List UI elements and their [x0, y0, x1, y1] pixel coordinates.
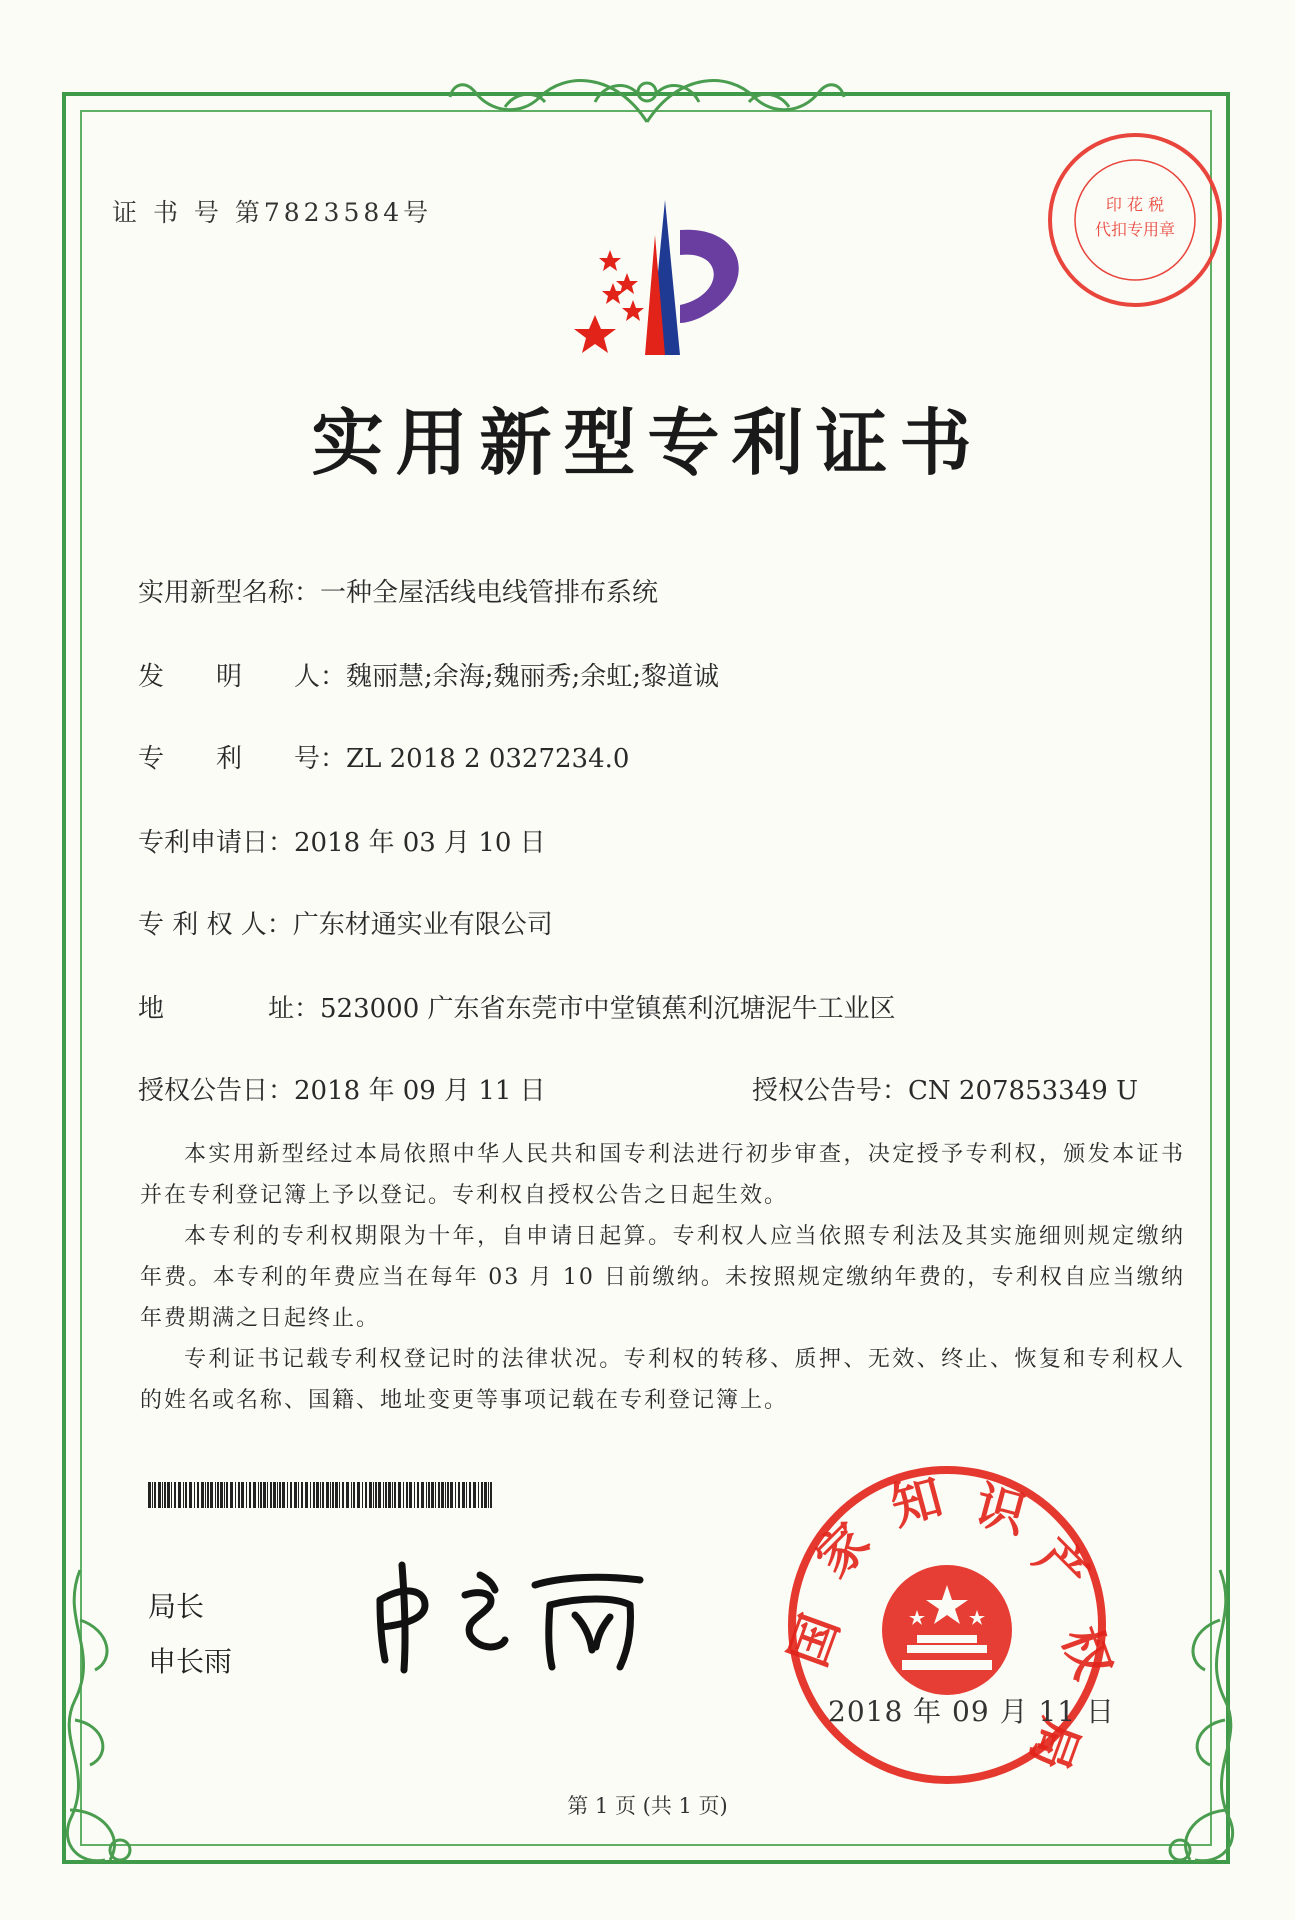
certificate-title: 实用新型专利证书 — [311, 400, 984, 485]
application-date-label: 专利申请日： — [138, 828, 295, 858]
barcode-bar — [426, 1482, 427, 1508]
barcode-bar — [260, 1482, 262, 1508]
barcode-bar — [409, 1482, 412, 1508]
barcode-bar — [462, 1482, 465, 1508]
barcode-bar — [316, 1482, 319, 1508]
barcode-bar — [217, 1482, 219, 1508]
barcode-bar — [353, 1482, 355, 1508]
barcode-bar — [154, 1482, 156, 1508]
application-date-row — [138, 822, 546, 859]
barcode-bar — [458, 1482, 460, 1508]
barcode-bar — [428, 1482, 430, 1508]
barcode-bar — [438, 1482, 440, 1508]
svg-text:产: 产 — [1023, 1527, 1100, 1604]
barcode-bar — [210, 1482, 213, 1508]
barcode-bar — [220, 1482, 223, 1508]
barcode-bar — [398, 1482, 401, 1508]
svg-text:识: 识 — [968, 1475, 1033, 1545]
barcode-bar — [298, 1482, 299, 1508]
barcode-bar — [450, 1482, 453, 1508]
barcode-bar — [178, 1482, 181, 1508]
barcode-bar — [249, 1482, 251, 1508]
svg-text:印 花 税: 印 花 税 — [1105, 195, 1165, 214]
address-label: 地 址： — [138, 994, 321, 1024]
barcode-bar — [294, 1482, 297, 1508]
barcode-bar — [378, 1482, 381, 1508]
barcode-bar — [394, 1482, 396, 1508]
patentee-value: 广东材通实业有限公司 — [292, 910, 553, 940]
barcode-bar — [310, 1482, 311, 1508]
barcode-bar — [403, 1482, 404, 1508]
utility-model-name-label: 实用新型名称： — [138, 578, 321, 608]
barcode-bar — [342, 1482, 344, 1508]
barcode-bar — [277, 1482, 278, 1508]
barcode-bar — [305, 1482, 308, 1508]
barcode-bar — [365, 1482, 367, 1508]
barcode-bar — [273, 1482, 276, 1508]
barcode-bar — [441, 1482, 444, 1508]
barcode-bar — [279, 1482, 281, 1508]
barcode-bar — [301, 1482, 303, 1508]
page-footer: 第 1 页 (共 1 页) — [567, 1794, 728, 1818]
svg-text:局: 局 — [1018, 1710, 1091, 1778]
barcode-bar — [215, 1482, 216, 1508]
barcode-bar — [362, 1482, 363, 1508]
barcode-bar — [383, 1482, 384, 1508]
grant-date-value: 2018 年 09 月 11 日 — [294, 1076, 546, 1106]
barcode-bar — [330, 1482, 331, 1508]
utility-model-name-value: 一种全屋活线电线管排布系统 — [320, 578, 659, 608]
barcode-bar — [207, 1482, 209, 1508]
barcode-bar — [164, 1482, 166, 1508]
barcode-bar — [162, 1482, 163, 1508]
barcode-bar — [357, 1482, 360, 1508]
certificate-number: 证 书 号 第7823584号 — [112, 198, 433, 227]
tax-stamp-seal — [1040, 125, 1230, 315]
paragraph-grant: 本实用新型经过本局依照中华人民共和国专利法进行初步审查，决定授予专利权，颁发本证书并在专利登记簿上予以登记。专利权自授权公告之日起生效。 — [140, 1142, 1185, 1208]
patent-office-emblem-icon — [555, 195, 775, 365]
grant-date-label: 授权公告日： — [138, 1076, 295, 1106]
barcode-bar — [267, 1482, 268, 1508]
barcode-bar — [484, 1482, 487, 1508]
barcode-bar — [148, 1482, 151, 1508]
svg-text:家: 家 — [804, 1512, 881, 1589]
barcode-bar — [369, 1482, 372, 1508]
patent-number-label: 专 利 号： — [138, 744, 347, 774]
barcode-bar — [488, 1482, 489, 1508]
barcode-bar — [373, 1482, 374, 1508]
barcode-bar — [287, 1482, 288, 1508]
barcode-bar — [435, 1482, 436, 1508]
barcode-bar — [385, 1482, 387, 1508]
barcode-bar — [189, 1482, 192, 1508]
barcode-bar — [447, 1482, 449, 1508]
barcode-bar — [346, 1482, 349, 1508]
svg-text:权: 权 — [1050, 1619, 1123, 1687]
barcode-bar — [253, 1482, 256, 1508]
grant-number-label: 授权公告号： — [752, 1076, 909, 1106]
barcode-bar — [431, 1482, 434, 1508]
barcode-bar — [235, 1482, 236, 1508]
barcode-bar — [481, 1482, 483, 1508]
barcode-bar — [241, 1482, 244, 1508]
cnipa-official-seal — [778, 1460, 1123, 1790]
barcode-bar — [158, 1482, 161, 1508]
grant-number-row — [752, 1070, 1138, 1107]
barcode-bar — [185, 1482, 187, 1508]
barcode-bar — [246, 1482, 247, 1508]
director-name: 申长雨 — [148, 1645, 233, 1678]
barcode-bar — [335, 1482, 338, 1508]
right-corner-ornament — [1140, 1560, 1260, 1880]
seal-date: 2018 年 09 月 11 日 — [828, 1695, 1116, 1728]
barcode-bar — [320, 1482, 321, 1508]
barcode-bar — [183, 1482, 184, 1508]
barcode-bar — [417, 1482, 419, 1508]
barcode-bar — [332, 1482, 334, 1508]
grant-number-value: CN 207853349 U — [908, 1076, 1138, 1106]
barcode-bar — [152, 1482, 153, 1508]
barcode-bar — [326, 1482, 329, 1508]
svg-text:知: 知 — [885, 1467, 949, 1537]
barcode-bar — [392, 1482, 393, 1508]
left-corner-ornament — [40, 1560, 160, 1880]
paragraph-term: 本专利的专利权期限为十年，自申请日起算。专利权人应当依照专利法及其实施细则规定缴纳年费。本专利的年费应当在每年 03 月 10 日前缴纳。未按照规定缴纳年费的，专利权自应当缴纳年费期满之日起终止。 — [140, 1224, 1185, 1331]
barcode-bar — [226, 1482, 228, 1508]
barcode-bar — [469, 1482, 471, 1508]
barcode-bar — [224, 1482, 225, 1508]
barcode-bar — [263, 1482, 266, 1508]
patent-number-value: ZL 2018 2 0327234.0 — [346, 744, 630, 774]
barcode-bar — [194, 1482, 195, 1508]
barcode-bar — [201, 1482, 204, 1508]
barcode-bar — [466, 1482, 467, 1508]
barcode-bar — [270, 1482, 272, 1508]
barcode-bar — [473, 1482, 476, 1508]
barcode-bar — [351, 1482, 352, 1508]
barcode-bar — [171, 1482, 172, 1508]
barcode-bar — [205, 1482, 206, 1508]
barcode-bar — [197, 1482, 199, 1508]
director-signature — [370, 1555, 670, 1675]
barcode-bar — [339, 1482, 340, 1508]
barcode-bar — [313, 1482, 315, 1508]
svg-text:国: 国 — [778, 1607, 851, 1675]
inventor-row — [138, 656, 719, 693]
patent-number-row — [138, 738, 629, 775]
barcode-bar — [375, 1482, 377, 1508]
barcode — [148, 1482, 493, 1508]
barcode-bar — [290, 1482, 292, 1508]
barcode-bar — [388, 1482, 391, 1508]
grant-date-row — [138, 1070, 546, 1107]
barcode-bar — [167, 1482, 170, 1508]
barcode-bar — [282, 1482, 285, 1508]
utility-model-name-row — [138, 572, 658, 609]
inventor-value: 魏丽慧;余海;魏丽秀;余虹;黎道诚 — [346, 662, 720, 692]
barcode-bar — [478, 1482, 479, 1508]
certificate-body — [140, 1134, 1185, 1421]
barcode-bar — [238, 1482, 240, 1508]
barcode-bar — [490, 1482, 492, 1508]
barcode-bar — [322, 1482, 324, 1508]
barcode-bar — [421, 1482, 424, 1508]
director-title: 局长 — [148, 1590, 205, 1623]
barcode-bar — [406, 1482, 408, 1508]
address-value: 523000 广东省东莞市中堂镇蕉利沉塘泥牛工业区 — [320, 994, 896, 1024]
address-row — [138, 988, 896, 1025]
barcode-bar — [455, 1482, 456, 1508]
barcode-bar — [258, 1482, 259, 1508]
svg-text:代扣专用章: 代扣专用章 — [1094, 220, 1176, 239]
inventor-label: 发 明 人： — [138, 662, 347, 692]
barcode-bar — [414, 1482, 415, 1508]
top-ornament — [445, 62, 850, 132]
patentee-label: 专 利 权 人： — [138, 910, 293, 940]
patentee-row — [138, 904, 553, 941]
barcode-bar — [445, 1482, 446, 1508]
application-date-value: 2018 年 03 月 10 日 — [294, 828, 546, 858]
barcode-bar — [174, 1482, 176, 1508]
barcode-bar — [230, 1482, 233, 1508]
paragraph-legal-status: 专利证书记载专利权登记时的法律状况。专利权的转移、质押、无效、终止、恢复和专利权人的姓名或名称、国籍、地址变更等事项记载在专利登记簿上。 — [140, 1347, 1185, 1413]
